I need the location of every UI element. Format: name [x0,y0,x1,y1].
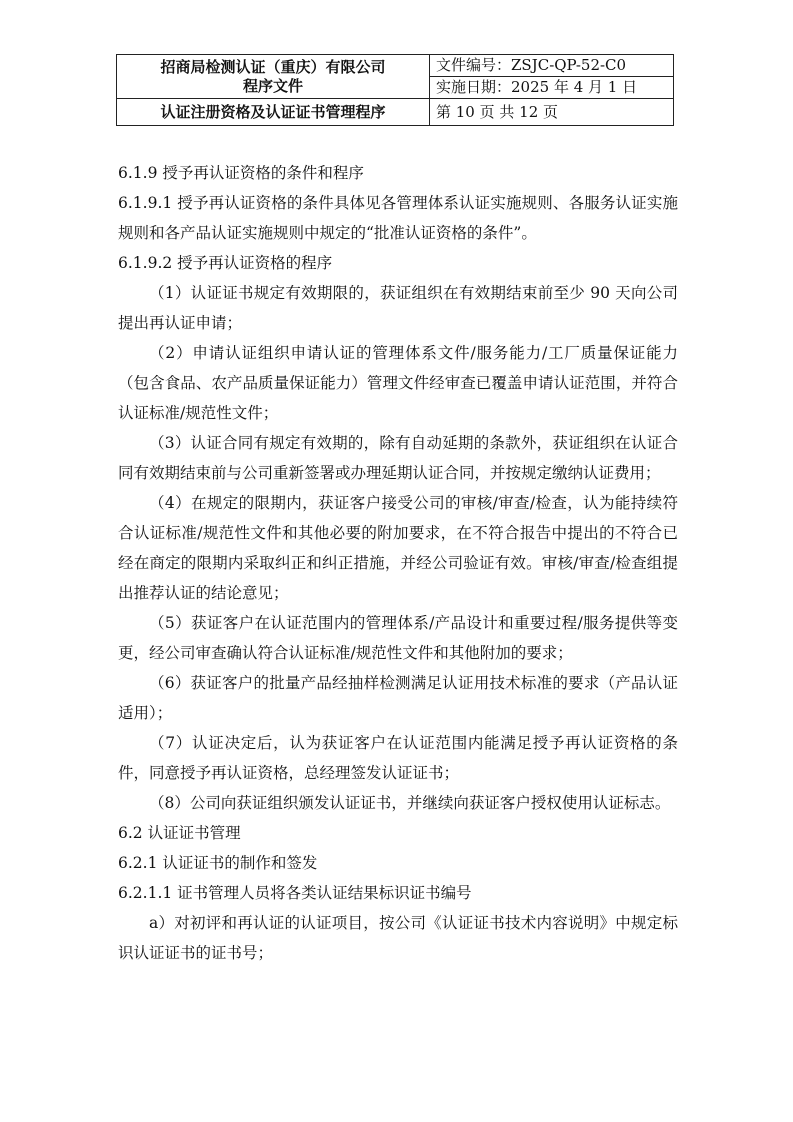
paragraph: 6.1.9.1 授予再认证资格的条件具体见各管理体系认证实施规则、各服务认证实施规则和各产品认证实施规则中规定的“批准认证资格的条件”。 [118,194,678,242]
document-number: 文件编号：ZSJC-QP-52-C0 [430,55,674,77]
header-company-cell [117,55,430,99]
procedure-title: 认证注册资格及认证证书管理程序 [117,99,430,126]
list-item: （6）获证客户的批量产品经抽样检测满足认证用技术标准的要求（产品认证适用）； [118,674,678,722]
effective-date: 实施日期：2025 年 4 月 1 日 [430,77,674,99]
list-item: （3）认证合同有规定有效期的，除有自动延期的条款外，获证组织在认证合同有效期结束前与公司重新签署或办理延期认证合同，并按规定缴纳认证费用； [118,434,678,482]
section-heading: 6.2 认证证书管理 [118,824,241,842]
document-header-table [116,54,674,126]
section-heading: 6.2.1.1 证书管理人员将各类认证结果标识证书编号 [118,884,472,902]
company-name: 招商局检测认证（重庆）有限公司 [160,57,386,76]
list-item: （5）获证客户在认证范围内的管理体系/产品设计和重要过程/服务提供等变更，经公司审查确认符合认证标准/规范性文件和其他附加的要求； [118,614,678,662]
section-heading: 6.2.1 认证证书的制作和签发 [118,854,318,872]
document-body [118,158,678,968]
list-item: （8）公司向获证组织颁发认证证书，并继续向获证客户授权使用认证标志。 [149,794,671,812]
list-item: （1）认证证书规定有效期限的，获证组织在有效期结束前至少 90 天向公司提出再认证申请； [118,284,678,332]
list-item: a）对初评和再认证的认证项目，按公司《认证证书技术内容说明》中规定标识认证证书的证书号； [118,914,678,962]
list-item: （4）在规定的限期内，获证客户接受公司的审核/审查/检查，认为能持续符合认证标准/规范性文件和其他必要的附加要求，在不符合报告中提出的不符合已经在商定的限期内采取纠正和纠正措施，并经公司验证有效。审核/审查/检查组提出推荐认证的结论意见； [118,494,678,602]
section-heading: 6.1.9 授予再认证资格的条件和程序 [118,164,364,182]
document-type: 程序文件 [242,76,303,95]
list-item: （7）认证决定后，认为获证客户在认证范围内能满足授予再认证资格的条件，同意授予再认证资格，总经理签发认证证书； [118,734,678,782]
list-item: （2）申请认证组织申请认证的管理体系文件/服务能力/工厂质量保证能力（包含食品、农产品质量保证能力）管理文件经审查已覆盖申请认证范围，并符合认证标准/规范性文件； [118,344,678,422]
page-info: 第 10 页 共 12 页 [430,99,674,126]
section-heading: 6.1.9.2 授予再认证资格的程序 [118,254,333,272]
